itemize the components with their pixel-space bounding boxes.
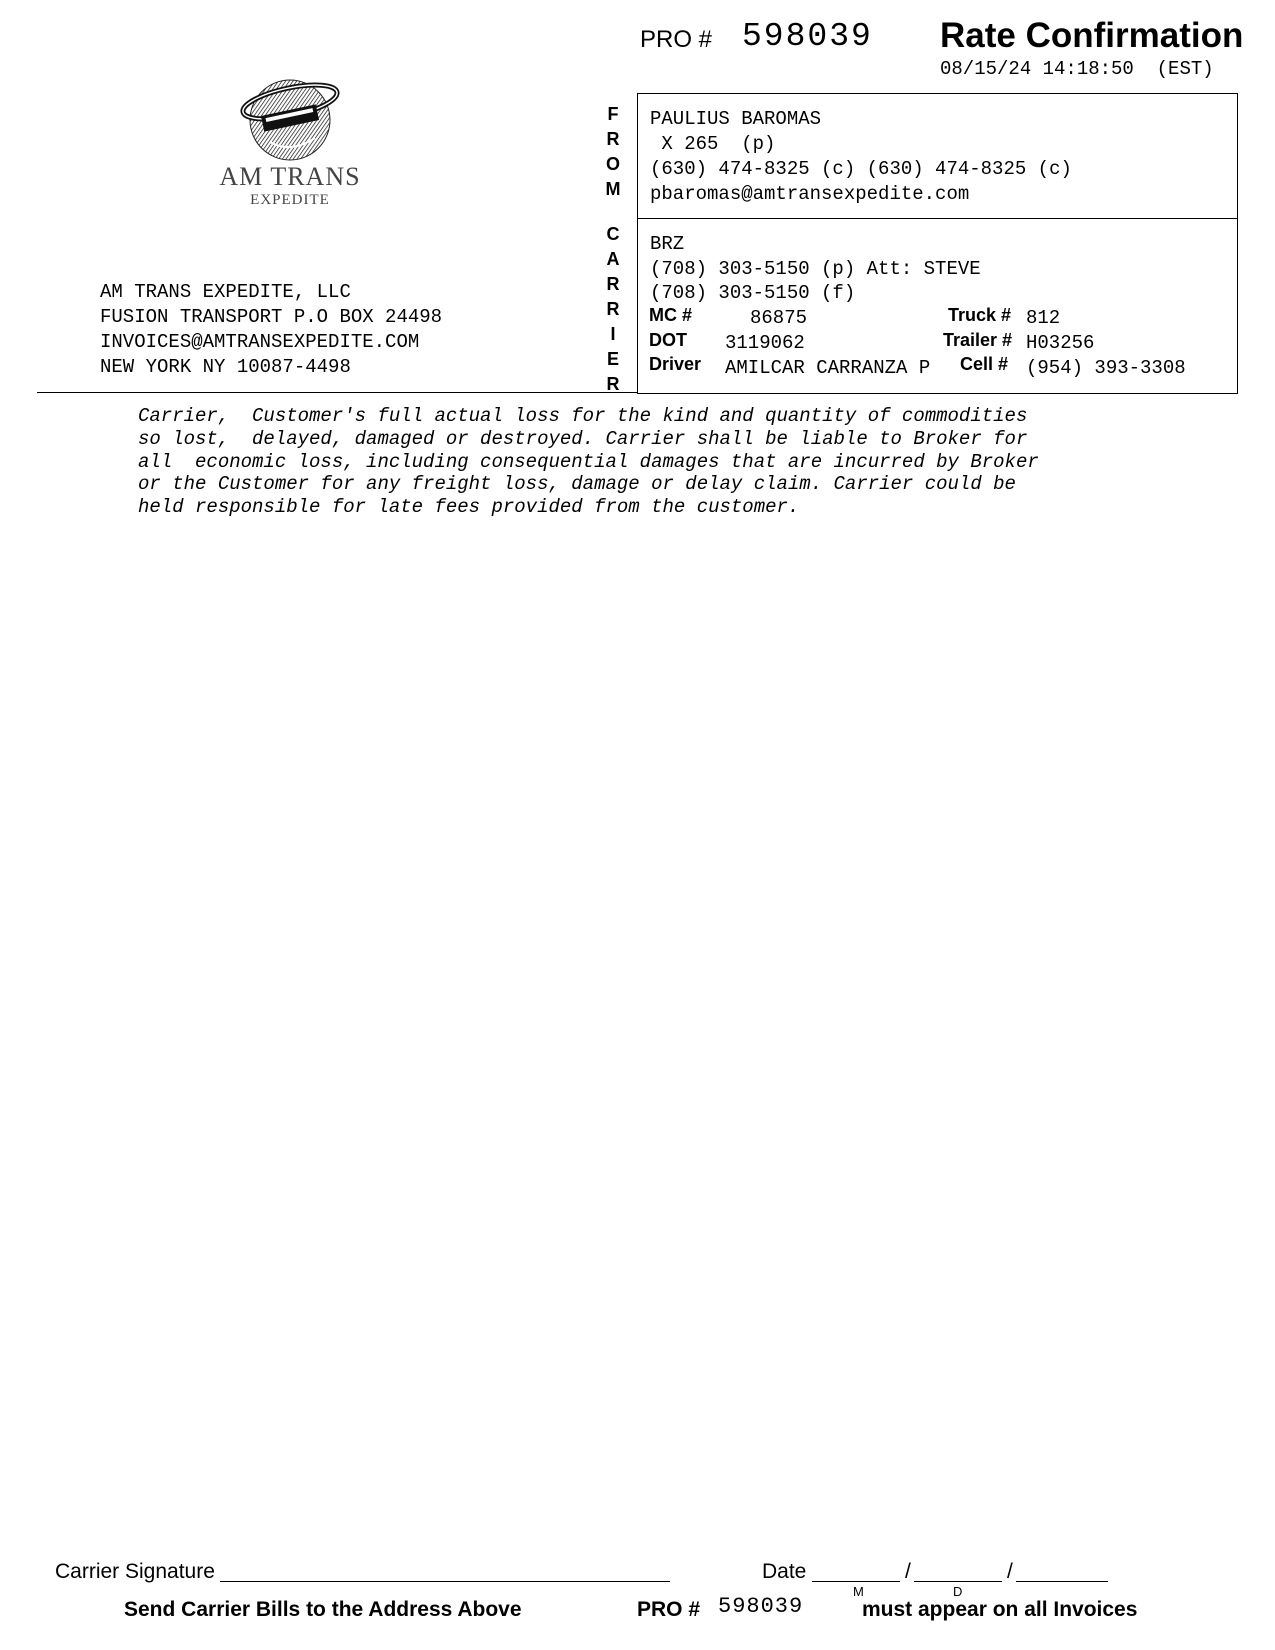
dot-value: 3119062 xyxy=(725,332,805,354)
terms-line: held responsible for late fees provided from the customer. xyxy=(138,496,800,519)
company-city: NEW YORK NY 10087-4498 xyxy=(100,356,351,378)
terms-paragraph xyxy=(138,405,1039,519)
truck-value: 812 xyxy=(1026,307,1061,329)
cell-label: Cell # xyxy=(960,354,1009,374)
logo-subtitle: EXPEDITE xyxy=(250,192,330,208)
driver-value: AMILCAR CARRANZA P xyxy=(725,357,931,379)
driver-label: Driver xyxy=(649,354,702,374)
company-address xyxy=(100,280,442,380)
date-label: Date xyxy=(762,1560,807,1583)
footer-pro-number: 598039 xyxy=(718,1594,804,1619)
terms-line: or the Customer for any freight loss, damage or delay claim. Carrier could be xyxy=(138,473,1016,496)
from-extension: X 265 (p) xyxy=(650,133,776,155)
document-title: Rate Confirmation xyxy=(940,16,1244,55)
carrier-name: BRZ xyxy=(650,233,685,255)
from-vertical-label: F R O M xyxy=(605,104,621,199)
send-bills-note: Send Carrier Bills to the Address Above xyxy=(124,1598,522,1621)
logo-name: AM TRANS xyxy=(219,162,361,191)
month-sub-label: M xyxy=(853,1584,864,1599)
carrier-box xyxy=(637,218,1238,394)
document-datetime: 08/15/24 14:18:50 (EST) xyxy=(940,58,1214,80)
cell-value: (954) 393-3308 xyxy=(1026,357,1186,379)
terms-line: Carrier, Customer's full actual loss for the kind and quantity of commodities xyxy=(138,405,1028,427)
header-divider xyxy=(37,392,638,393)
carrier-fax: (708) 303-5150 (f) xyxy=(650,282,856,304)
carrier-signature-label: Carrier Signature xyxy=(55,1560,215,1583)
pro-label: PRO # xyxy=(640,26,713,53)
carrier-signature-line[interactable] xyxy=(220,1581,670,1582)
date-slash: / xyxy=(1007,1560,1013,1583)
carrier-vertical-label: C A R R I E R xyxy=(606,224,620,394)
trailer-value: H03256 xyxy=(1026,332,1095,354)
company-name: AM TRANS EXPEDITE, LLC xyxy=(100,281,351,303)
globe-with-truck-ring-icon xyxy=(200,72,380,162)
from-name: PAULIUS BAROMAS xyxy=(650,108,822,130)
mc-label: MC # xyxy=(649,305,693,325)
mc-value: 86875 xyxy=(750,307,808,329)
from-phones: (630) 474-8325 (c) (630) 474-8325 (c) xyxy=(650,158,1072,180)
must-appear-note: must appear on all Invoices xyxy=(862,1598,1138,1621)
pro-number: 598039 xyxy=(742,18,873,55)
date-year-line[interactable] xyxy=(1016,1581,1108,1582)
day-sub-label: D xyxy=(953,1584,963,1599)
terms-line: so lost, delayed, damaged or destroyed. Carrier shall be liable to Broker for xyxy=(138,427,1028,450)
footer-pro-label: PRO # xyxy=(637,1598,701,1621)
company-email: INVOICES@AMTRANSEXPEDITE.COM xyxy=(100,331,420,353)
carrier-phone: (708) 303-5150 (p) Att: STEVE xyxy=(650,258,981,280)
from-box xyxy=(637,93,1238,219)
company-address-line: FUSION TRANSPORT P.O BOX 24498 xyxy=(100,306,443,328)
truck-label: Truck # xyxy=(948,305,1012,325)
date-slash: / xyxy=(905,1560,911,1583)
from-email: pbaromas@amtransexpedite.com xyxy=(650,183,970,205)
date-month-line[interactable] xyxy=(812,1581,900,1582)
dot-label: DOT xyxy=(649,330,687,350)
terms-line: all economic loss, including consequential damages that are incurred by Broker xyxy=(138,450,1039,473)
trailer-label: Trailer # xyxy=(943,330,1013,350)
date-day-line[interactable] xyxy=(914,1581,1002,1582)
